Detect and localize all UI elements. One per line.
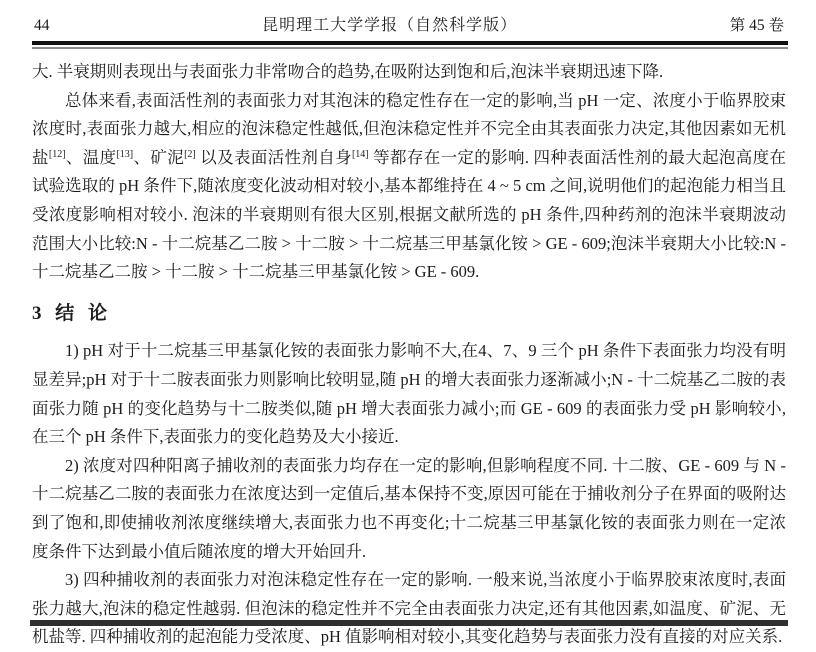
- article-body: [32, 58, 786, 652]
- citation-ref-12: [12]: [48, 148, 66, 160]
- journal-title: 昆明理工大学学报（自然科学版）: [262, 17, 518, 34]
- footer-rule: [30, 620, 788, 626]
- paragraph-overview: [32, 87, 786, 287]
- overview-text: 总体来看,表面活性剂的表面张力对其泡沫的稳定性存在一定的影响,当 pH 一定、浓度小于临界胶束浓度时,表面张力越大,相应的泡沫稳定性越低,但泡沫稳定性并不完全由其表面张力决定,其他因素如无机盐: [32, 90, 786, 167]
- conclusion-item-3: 3) 四种捕收剂的表面张力对泡沫稳定性存在一定的影响. 一般来说,当浓度小于临界胶束浓度时,表面张力越大,泡沫的稳定性越弱. 但泡沫的稳定性并不完全由表面张力决定,还有其他因素,如温度、矿泥、无机盐等. 四种捕收剂的起泡能力受浓度、pH 值影响相对较小,其变化趋势与表面张力没有直接的对应关系.: [32, 570, 786, 647]
- volume-label: 第 45 卷: [729, 17, 784, 34]
- citation-ref-2: [2]: [184, 148, 196, 160]
- header-rule-thin: [32, 47, 788, 49]
- running-head: [32, 10, 786, 41]
- header-rule-thick: [32, 41, 788, 45]
- overview-text: 、矿泥: [133, 147, 185, 167]
- citation-ref-14: [14]: [351, 148, 369, 160]
- paragraph-continuation: 大. 半衰期则表现出与表面张力非常吻合的趋势,在吸附达到饱和后,泡沫半衰期迅速下降.: [32, 62, 664, 81]
- overview-text: 以及表面活性剂自身: [195, 147, 352, 167]
- conclusion-item-2: 2) 浓度对四种阳离子捕收剂的表面张力均存在一定的影响,但影响程度不同. 十二胺、GE - 609 与 N - 十二烷基乙二胺的表面张力在浓度达到一定值后,基本保持不变,原因可能在于捕收剂分子在界面的吸附达到了饱和,即使捕收剂浓度继续增大,表面张力也不再变化;十二烷基三甲基氯化铵的表面张力则在一定浓度条件下达到最小值后随浓度的增大开始回升.: [32, 455, 786, 561]
- section-heading-conclusion: 3 结 论: [32, 302, 109, 324]
- overview-text: 、温度: [65, 147, 117, 167]
- citation-ref-13: [13]: [116, 148, 134, 160]
- page-number: 44: [34, 17, 50, 34]
- conclusion-item-1: 1) pH 对于十二烷基三甲基氯化铵的表面张力影响不大,在4、7、9 三个 pH 条件下表面张力均没有明显差异;pH 对于十二胺表面张力则影响比较明显,随 pH 的增大表面张力逐渐减小;N - 十二烷基乙二胺的表面张力随 pH 的变化趋势与十二胺类似,随 pH 增大表面张力减小;而 GE - 609 的表面张力受 pH 影响较小,在三个 pH 条件下,表面张力的变化趋势及大小接近.: [32, 341, 786, 447]
- overview-text: 等都存在一定的影响. 四种表面活性剂的最大起泡高度在试验选取的 pH 条件下,随浓度变化波动相对较小,基本都维持在 4 ~ 5 cm 之间,说明他们的起泡能力相当且受浓度影响相对较小. 泡沫的半衰期则有很大区别,根据文献所选的 pH 条件,四种药剂的泡沫半衰期波动范围大小比较:N - 十二烷基乙二胺 > 十二胺 > 十二烷基三甲基氯化铵 > GE - 609;泡沫半衰期大小比较:N - 十二烷基乙二胺 > 十二胺 > 十二烷基三甲基氯化铵 > GE - 609.: [32, 147, 786, 282]
